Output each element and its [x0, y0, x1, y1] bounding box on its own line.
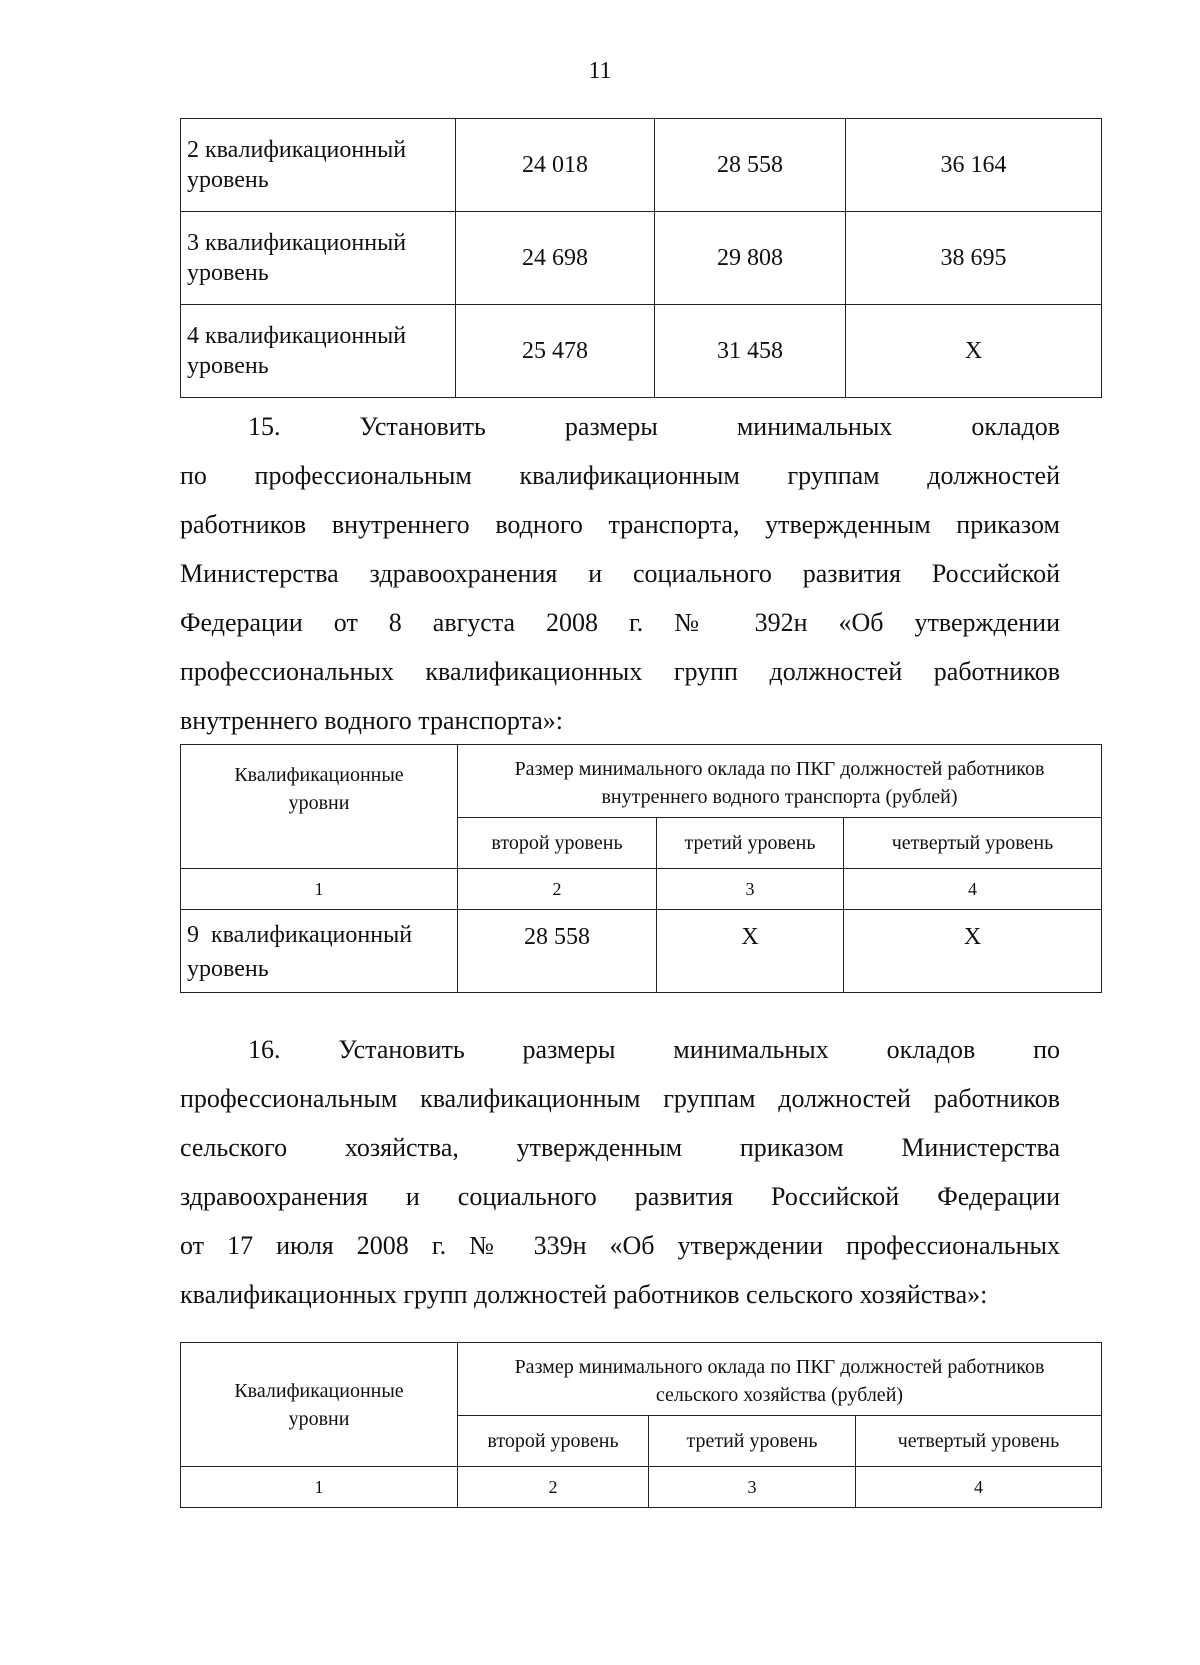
text-line: от 17 июля 2008 г. № 339н «Об утверждении профессиональных: [180, 1231, 1060, 1260]
column-number: 3: [657, 869, 844, 910]
agriculture-salary-table: [180, 1342, 1102, 1508]
value-cell: 24 018: [456, 119, 655, 212]
level-cell: 2 квалификационный уровень: [181, 119, 456, 212]
text-line: работников внутреннего водного транспорта, утвержденным приказом: [180, 510, 1060, 539]
text-line: квалификационных групп должностей работников сельского хозяйства»:: [180, 1280, 988, 1309]
column-header: четвертый уровень: [844, 818, 1102, 869]
value-cell: 31 458: [655, 305, 846, 398]
text-line: профессиональных квалификационных групп должностей работников: [180, 657, 1060, 686]
level-cell: 9 квалификационный уровень: [181, 910, 458, 993]
level-cell: 3 квалификационный уровень: [181, 212, 456, 305]
value-cell: 29 808: [655, 212, 846, 305]
column-number-row: [181, 869, 1102, 910]
column-number: 1: [181, 869, 458, 910]
column-number: 2: [458, 869, 657, 910]
column-number: 2: [458, 1467, 649, 1508]
column-header: Квалификационные уровни: [181, 745, 458, 869]
column-header: второй уровень: [458, 1416, 649, 1467]
column-number: 4: [856, 1467, 1102, 1508]
salary-table-continuation: [180, 118, 1102, 398]
table-row: [181, 212, 1102, 305]
value-cell: 28 558: [655, 119, 846, 212]
text-line: сельского хозяйства, утвержденным приказом Министерства: [180, 1133, 1060, 1162]
column-header: Квалификационные уровни: [181, 1343, 458, 1467]
level-cell: 4 квалификационный уровень: [181, 305, 456, 398]
column-number: 4: [844, 869, 1102, 910]
water-transport-salary-table: [180, 744, 1102, 993]
text-line: Федерации от 8 августа 2008 г. № 392н «Об утверждении: [180, 608, 1060, 637]
column-header: четвертый уровень: [856, 1416, 1102, 1467]
column-header: Размер минимального оклада по ПКГ должностей работников внутреннего водного транспорта (рублей): [458, 745, 1102, 818]
value-cell: 38 695: [846, 212, 1102, 305]
value-cell: 28 558: [458, 910, 657, 993]
table-row: [181, 910, 1102, 993]
text-line: 15. Установить размеры минимальных окладов: [248, 412, 1060, 441]
value-cell: 36 164: [846, 119, 1102, 212]
page-number: 11: [588, 58, 612, 84]
value-cell: Х: [846, 305, 1102, 398]
column-number-row: [181, 1467, 1102, 1508]
table-header-row: [181, 1343, 1102, 1416]
paragraph-15: [180, 402, 1060, 745]
paragraph-16: [180, 1025, 1060, 1319]
column-number: 1: [181, 1467, 458, 1508]
table-row: [181, 305, 1102, 398]
value-cell: Х: [657, 910, 844, 993]
text-line: Министерства здравоохранения и социального развития Российской: [180, 559, 1060, 588]
column-number: 3: [649, 1467, 856, 1508]
column-header: Размер минимального оклада по ПКГ должностей работников сельского хозяйства (рублей): [458, 1343, 1102, 1416]
text-line: внутреннего водного транспорта»:: [180, 706, 563, 735]
column-header: третий уровень: [657, 818, 844, 869]
table-row: [181, 119, 1102, 212]
column-header: второй уровень: [458, 818, 657, 869]
value-cell: 25 478: [456, 305, 655, 398]
table-header-row: [181, 745, 1102, 818]
text-line: 16. Установить размеры минимальных окладов по: [248, 1035, 1060, 1064]
text-line: здравоохранения и социального развития Российской Федерации: [180, 1182, 1060, 1211]
value-cell: 24 698: [456, 212, 655, 305]
text-line: по профессиональным квалификационным группам должностей: [180, 461, 1060, 490]
value-cell: Х: [844, 910, 1102, 993]
column-header: третий уровень: [649, 1416, 856, 1467]
text-line: профессиональным квалификационным группам должностей работников: [180, 1084, 1060, 1113]
